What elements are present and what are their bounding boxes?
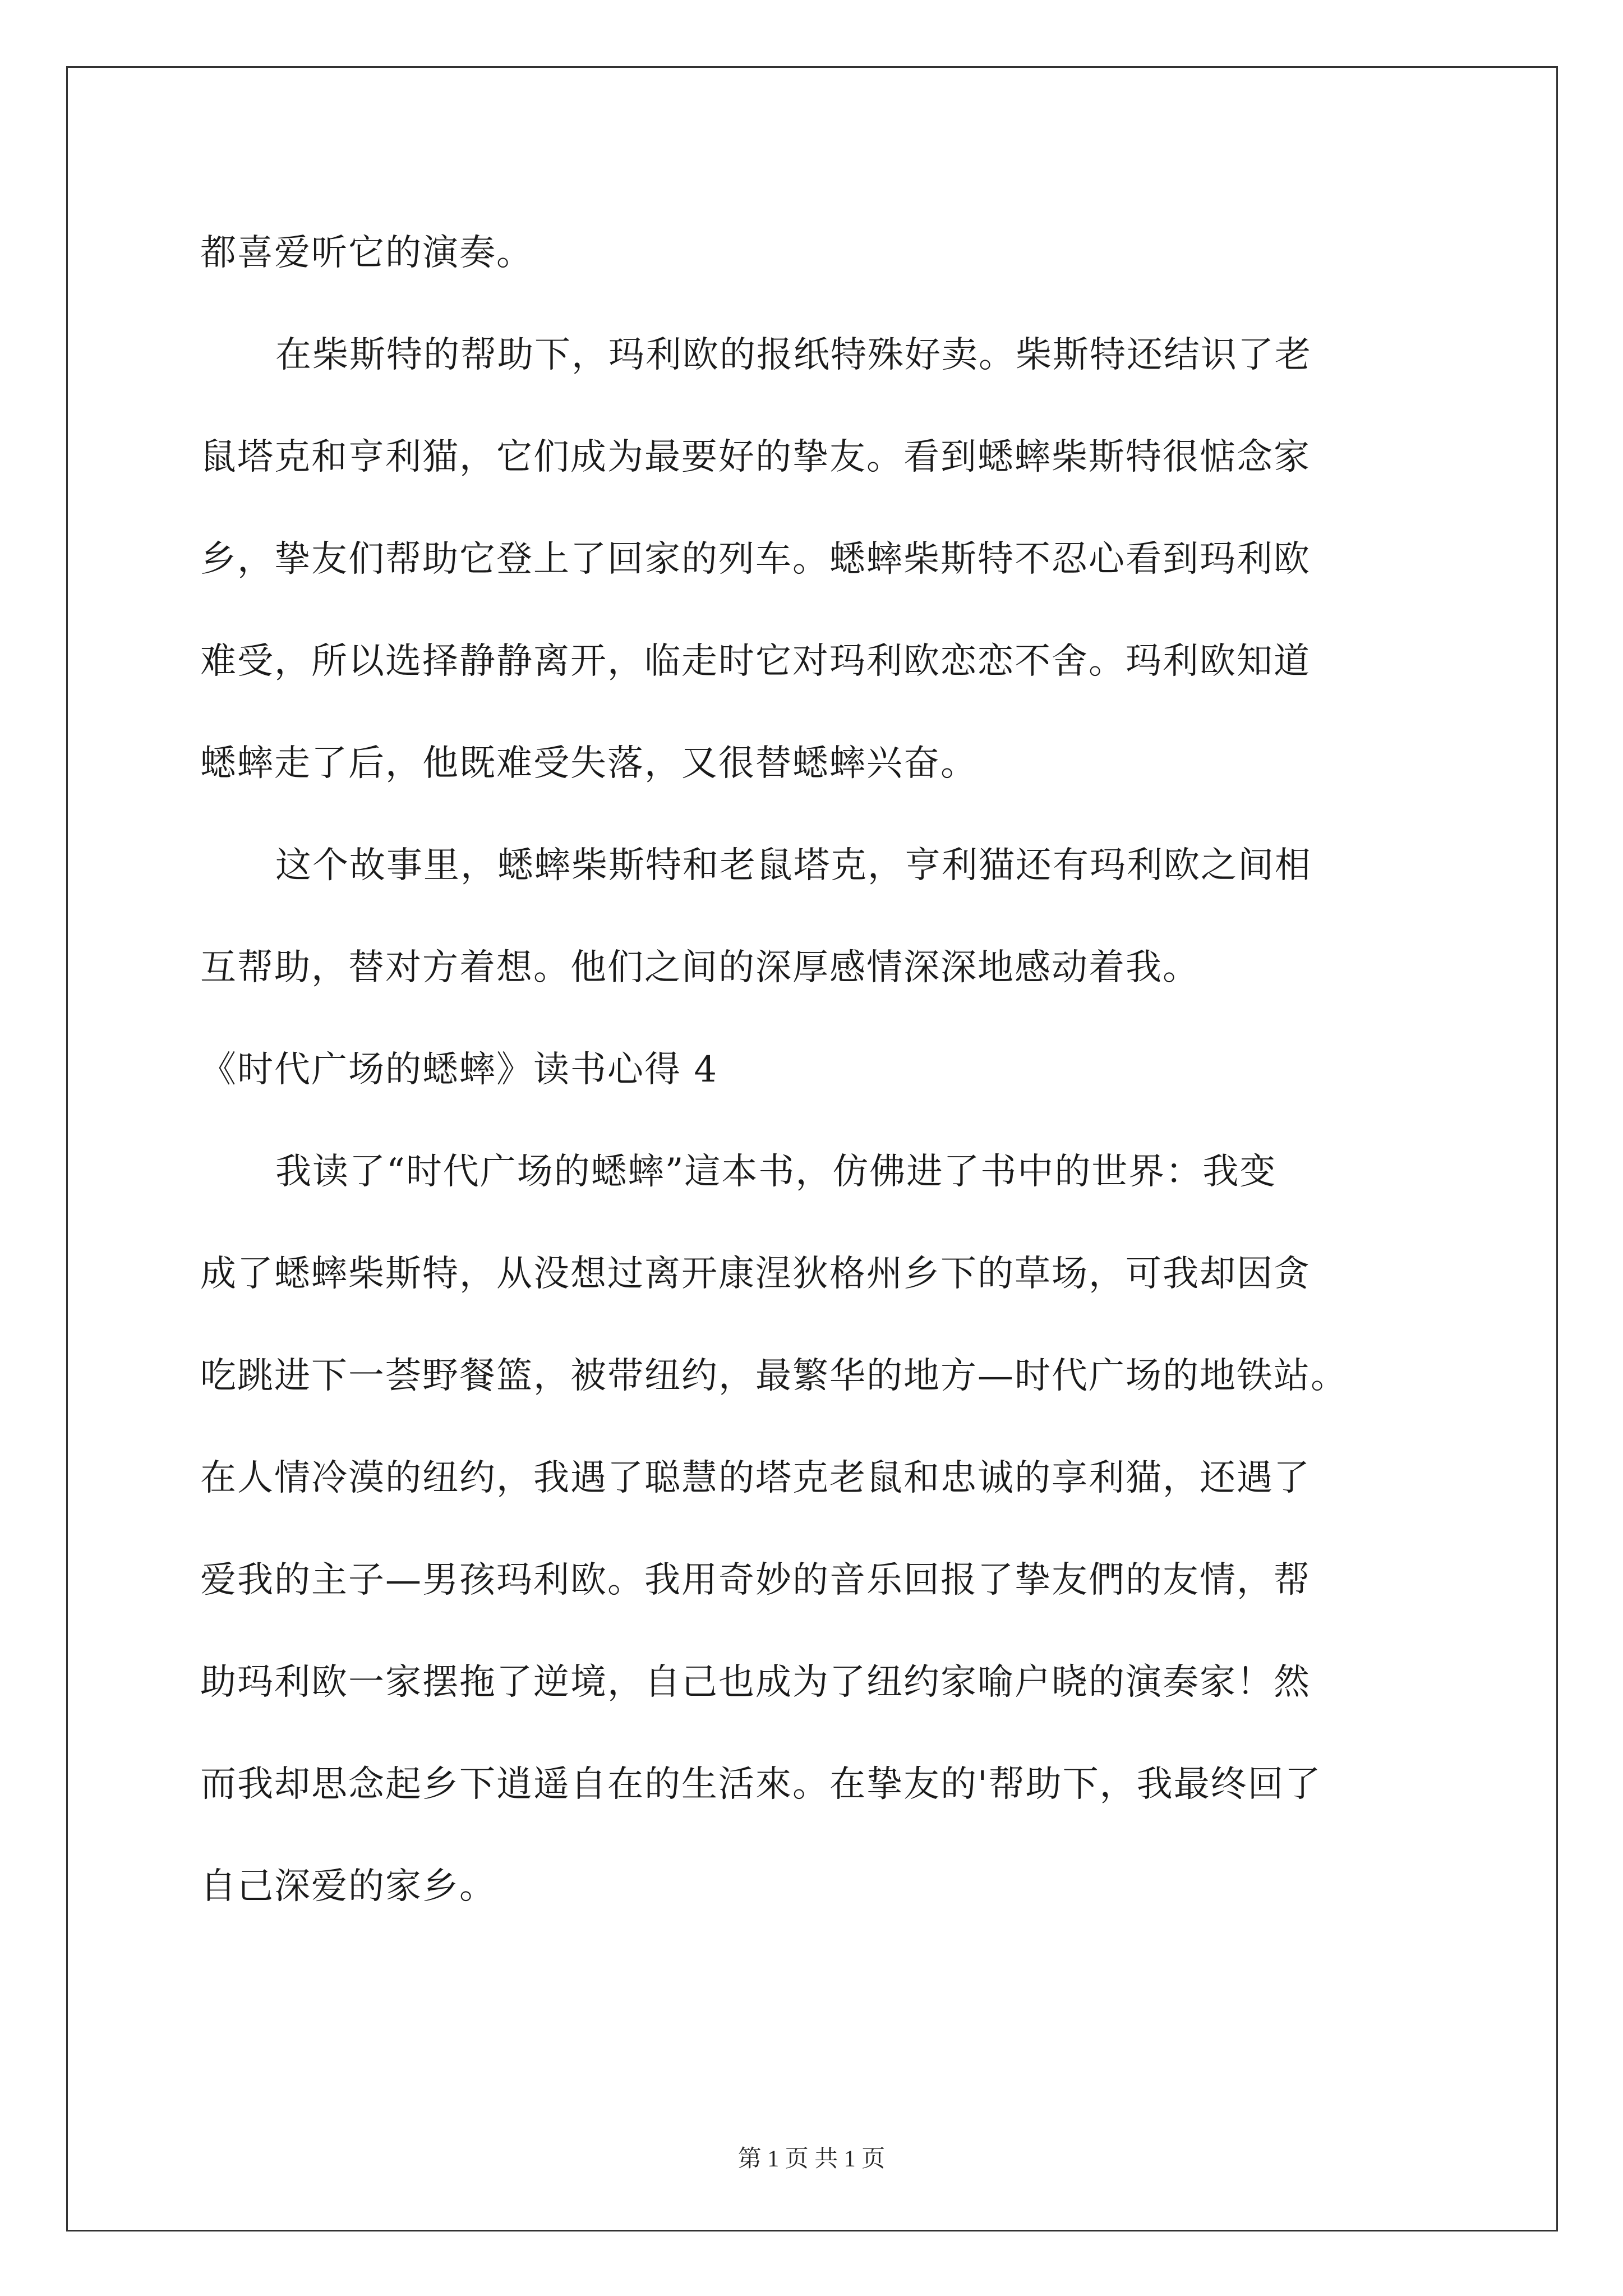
text-line: 蟋蟀走了后，他既难受失落，又很替蟋蟀兴奋。: [200, 743, 978, 784]
document-body: [200, 202, 1434, 1938]
text-line: 乡，挚友们帮助它登上了回家的列车。蟋蟀柴斯特不忍心看到玛利欧: [200, 539, 1311, 580]
section-heading: 《时代广场的蟋蟀》读书心得 4: [200, 1049, 718, 1091]
text-line: 自己深爱的家乡。: [200, 1866, 496, 1907]
text-line: 助玛利欧一家摆拖了逆境，自己也成为了纽约家喻户晓的演奏家！然: [200, 1662, 1311, 1703]
text-line: 在人情冷漠的纽约，我遇了聪慧的塔克老鼠和忠诚的享利猫，还遇了: [200, 1457, 1311, 1499]
text-line: 吃跳进下一荟野餐篮，被带纽约，最繁华的地方—时代广场的地铁站。: [200, 1355, 1348, 1397]
text-line: 爱我的主子—男孩玛利欧。我用奇妙的音乐回报了挚友們的友情，帮: [200, 1559, 1311, 1601]
text-line: 难受，所以选择静静离开，临走时它对玛利欧恋恋不舍。玛利欧知道: [200, 641, 1311, 682]
page-number-footer: 第 1 页 共 1 页: [737, 2146, 886, 2172]
text-line: 我读了“时代广场的蟋蟀”這本书，仿佛进了书中的世界：我变: [275, 1151, 1277, 1193]
text-line: 成了蟋蟀柴斯特，从没想过离开康涅狄格州乡下的草场，可我却因贪: [200, 1253, 1311, 1295]
text-line: 这个故事里，蟋蟀柴斯特和老鼠塔克，亨利猫还有玛利欧之间相: [275, 845, 1312, 886]
text-line: 都喜爱听它的演奏。: [200, 232, 533, 274]
text-line: 在柴斯特的帮助下，玛利欧的报纸特殊好卖。柴斯特还结识了老: [275, 334, 1312, 376]
text-line: 鼠塔克和亨利猫，它们成为最要好的挚友。看到蟋蟀柴斯特很惦念家: [200, 436, 1311, 478]
text-line: 互帮助，替对方着想。他们之间的深厚感情深深地感动着我。: [200, 947, 1200, 988]
text-line: 而我却思念起乡下逍遥自在的生活來。在挚友的'帮助下，我最终回了: [200, 1764, 1322, 1805]
